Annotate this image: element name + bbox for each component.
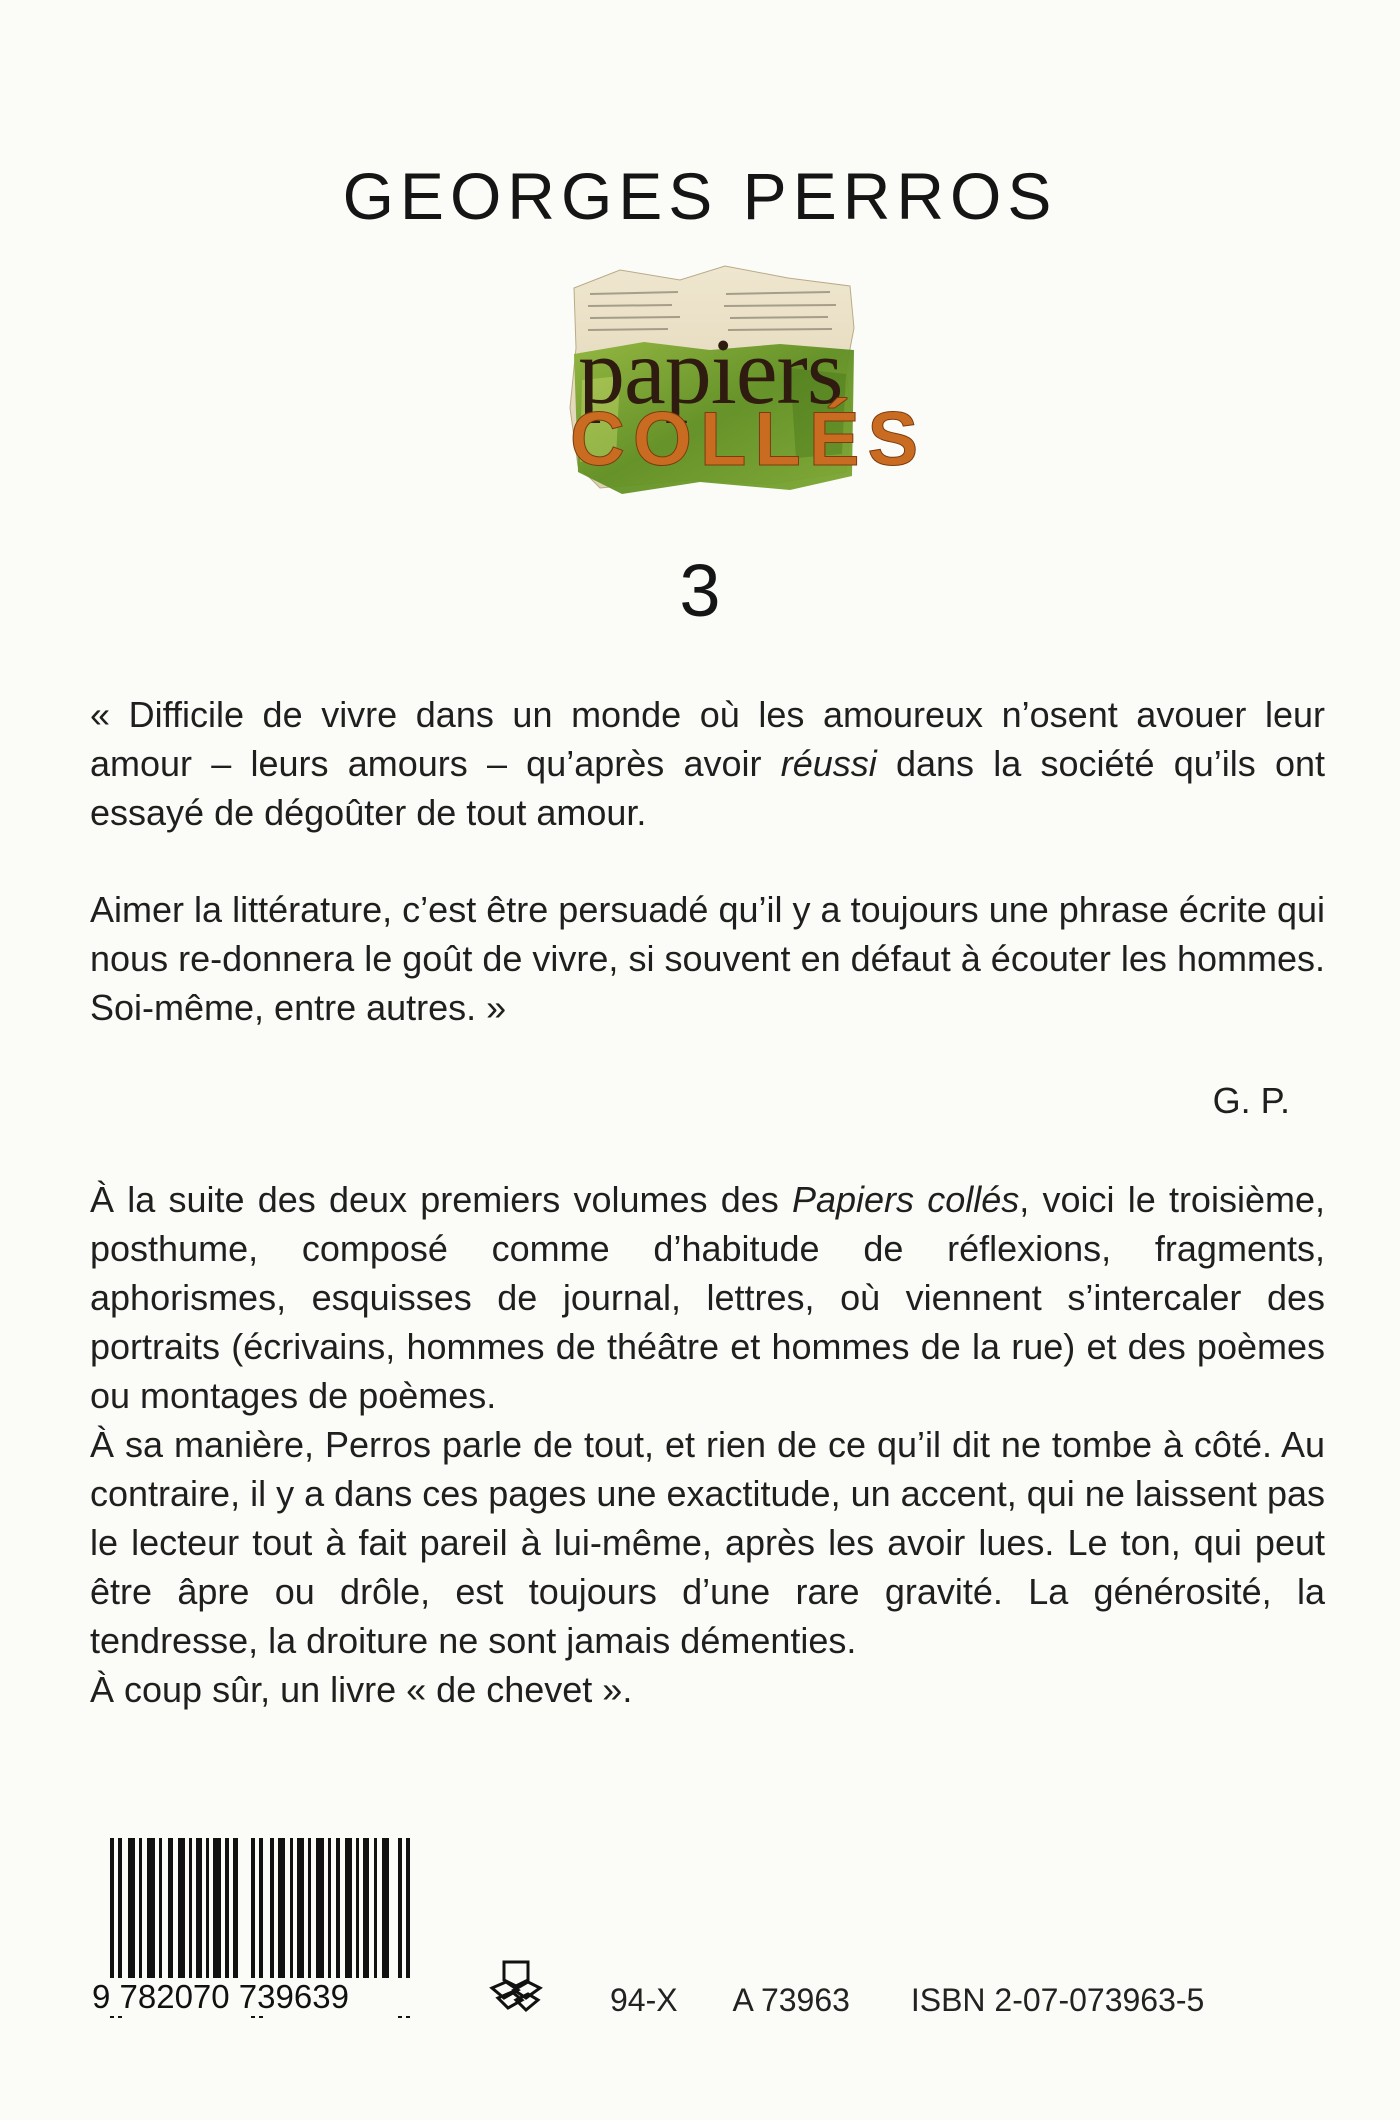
catalog-code: A 73963 bbox=[732, 1982, 850, 2018]
author-name: GEORGES PERROS bbox=[342, 159, 1058, 233]
quote-block bbox=[90, 690, 1325, 1032]
quote-text-part: dans la société qu’ils ont essayé de dégoûter de tout amour. bbox=[90, 743, 1325, 833]
description-paragraph-2: À sa manière, Perros parle de tout, et rien de ce qu’il dit ne tombe à côté. Au contraire, il y a dans ces pages une exactitude, un accent, qui ne laissent pas le lecteur tout à fait pareil à lui-même, après les avoir lues. Le ton, qui peut être âpre ou drôle, est toujours d’une rare gravité. La générosité, la tendresse, la droiture ne sont jamais démenties. bbox=[90, 1424, 1325, 1661]
barcode-number: 9 782070 739639 bbox=[88, 1978, 442, 2016]
quote-signature: G. P. bbox=[1212, 1080, 1290, 1121]
description-block bbox=[90, 1175, 1325, 1714]
title-papiers: papiers bbox=[578, 320, 843, 424]
quote-paragraph-2: Aimer la littérature, c’est être persuadé qu’il y a toujours une phrase écrite qui nous re-donnera le goût de vivre, si souvent en défaut à écouter les hommes. Soi-même, entre autres. » bbox=[90, 889, 1325, 1028]
title-logo bbox=[560, 258, 927, 498]
description-text-part: , voici le troisième, posthume, composé comme d’habitude de réflexions, fragments, aphorismes, esquisses de journal, lettres, où viennent s’intercaler des portraits (écrivains, hommes de théâtre et hommes de la rue) et des poèmes ou montages de poèmes. bbox=[90, 1179, 1325, 1416]
volume-number: 3 bbox=[679, 549, 721, 632]
isbn-code: ISBN 2-07-073963-5 bbox=[910, 1982, 1205, 2018]
description-paragraph-3: À coup sûr, un livre « de chevet ». bbox=[90, 1669, 633, 1710]
title-colles: COLLÉS bbox=[570, 397, 927, 482]
book-title-emphasis: Papiers collés bbox=[791, 1179, 1020, 1220]
publisher-logo-icon bbox=[488, 1958, 544, 2016]
description-paragraph-1 bbox=[90, 1175, 1325, 1420]
book-codes bbox=[610, 1982, 1204, 2019]
quote-paragraph-1 bbox=[90, 690, 1325, 837]
quote-emphasis: réussi bbox=[780, 743, 877, 784]
quote-text-part: « Difficile de vivre dans un monde où les amoureux n’osent avouer leur amour – leurs amours – qu’après avoir bbox=[90, 694, 1325, 784]
description-text-part: À la suite des deux premiers volumes des bbox=[90, 1179, 792, 1220]
price-code: 94-X bbox=[610, 1982, 678, 2018]
